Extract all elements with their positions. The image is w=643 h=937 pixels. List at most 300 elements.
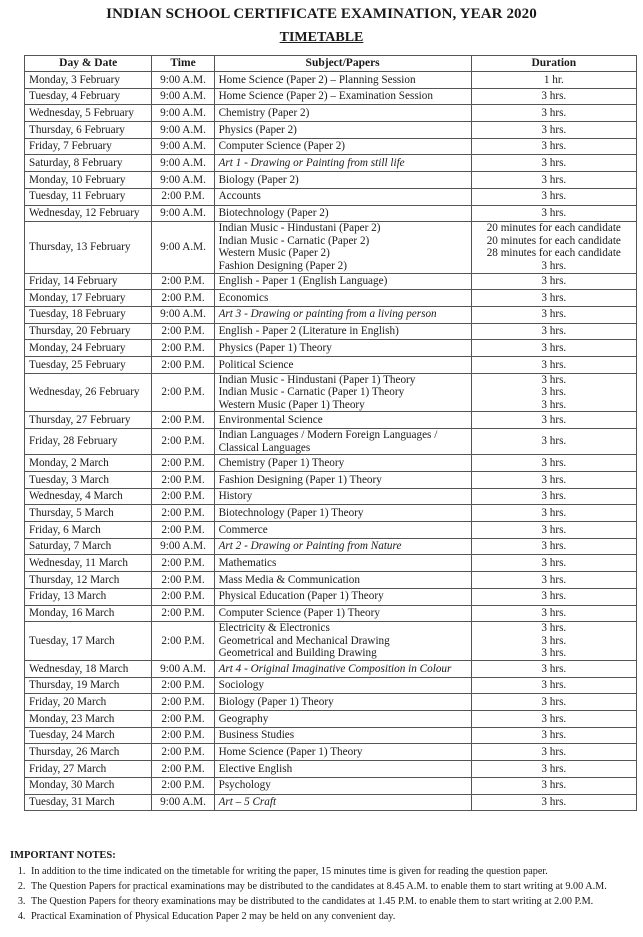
header-duration: Duration xyxy=(471,56,636,72)
duration-line: 3 hrs. xyxy=(541,506,567,519)
table-row xyxy=(25,155,637,172)
duration-line: 3 hrs. xyxy=(541,173,567,186)
cell-day-date: Friday, 20 March xyxy=(25,694,152,711)
cell-day-date: Thursday, 19 March xyxy=(25,677,152,694)
cell-subject xyxy=(214,522,471,539)
document-subtitle xyxy=(0,30,643,46)
duration-line: 20 minutes for each candidate xyxy=(486,222,621,235)
header-subject-papers: Subject/Papers xyxy=(214,56,471,72)
cell-day-date: Tuesday, 31 March xyxy=(25,794,152,811)
cell-time: 9:00 A.M. xyxy=(152,172,214,189)
cell-day-date: Thursday, 12 March xyxy=(25,572,152,589)
subject-line: Elective English xyxy=(218,762,293,775)
cell-day-date: Wednesday, 11 March xyxy=(25,555,152,572)
duration-line: 3 hrs. xyxy=(541,386,567,399)
cell-subject xyxy=(214,205,471,222)
cell-time: 9:00 A.M. xyxy=(152,72,214,89)
duration-line: 3 hrs. xyxy=(541,523,567,536)
cell-day-date: Wednesday, 5 February xyxy=(25,105,152,122)
table-row xyxy=(25,522,637,539)
notes-heading: IMPORTANT NOTES: xyxy=(10,850,116,861)
timetable-table xyxy=(24,55,637,811)
table-row xyxy=(25,538,637,555)
cell-time: 9:00 A.M. xyxy=(152,794,214,811)
cell-day-date: Wednesday, 26 February xyxy=(25,373,152,412)
cell-day-date: Friday, 13 March xyxy=(25,588,152,605)
table-row xyxy=(25,88,637,105)
subject-line: Art 4 - Original Imaginative Composition in Colour xyxy=(218,662,452,675)
cell-subject xyxy=(214,794,471,811)
table-row xyxy=(25,777,637,794)
cell-duration xyxy=(471,572,636,589)
cell-day-date: Tuesday, 11 February xyxy=(25,188,152,205)
duration-line: 3 hrs. xyxy=(541,325,567,338)
subject-line: Home Science (Paper 2) – Examination Session xyxy=(218,90,433,103)
subject-line: Computer Science (Paper 1) Theory xyxy=(218,607,380,620)
table-row xyxy=(25,105,637,122)
subject-line: Biotechnology (Paper 2) xyxy=(218,207,329,220)
table-row xyxy=(25,794,637,811)
cell-day-date: Saturday, 8 February xyxy=(25,155,152,172)
document-title: INDIAN SCHOOL CERTIFICATE EXAMINATION, YEAR 2020 xyxy=(106,6,537,22)
cell-duration xyxy=(471,205,636,222)
header-day-date: Day & Date xyxy=(25,56,152,72)
cell-subject xyxy=(214,622,471,661)
cell-subject xyxy=(214,677,471,694)
cell-time: 9:00 A.M. xyxy=(152,222,214,273)
table-row xyxy=(25,273,637,290)
duration-line: 3 hrs. xyxy=(541,607,567,620)
cell-subject xyxy=(214,72,471,89)
cell-day-date: Wednesday, 4 March xyxy=(25,488,152,505)
subject-line: Classical Languages xyxy=(218,441,311,454)
cell-time: 2:00 P.M. xyxy=(152,340,214,357)
cell-day-date: Thursday, 26 March xyxy=(25,744,152,761)
cell-subject xyxy=(214,88,471,105)
cell-duration xyxy=(471,155,636,172)
cell-time: 9:00 A.M. xyxy=(152,306,214,323)
subject-line: Sociology xyxy=(218,679,264,692)
cell-day-date: Monday, 16 March xyxy=(25,605,152,622)
table-row xyxy=(25,306,637,323)
cell-day-date: Thursday, 27 February xyxy=(25,412,152,429)
duration-line: 3 hrs. xyxy=(541,190,567,203)
cell-time: 2:00 P.M. xyxy=(152,412,214,429)
table-row xyxy=(25,138,637,155)
table-row xyxy=(25,412,637,429)
cell-duration xyxy=(471,340,636,357)
cell-subject xyxy=(214,727,471,744)
table-row xyxy=(25,694,637,711)
cell-time: 9:00 A.M. xyxy=(152,661,214,678)
cell-duration xyxy=(471,105,636,122)
cell-day-date: Monday, 10 February xyxy=(25,172,152,189)
duration-line: 3 hrs. xyxy=(541,796,567,809)
cell-duration xyxy=(471,588,636,605)
duration-line: 3 hrs. xyxy=(541,123,567,136)
table-row xyxy=(25,340,637,357)
cell-subject xyxy=(214,711,471,728)
cell-duration xyxy=(471,455,636,472)
table-row xyxy=(25,188,637,205)
subject-line: Art 1 - Drawing or Painting from still life xyxy=(218,156,405,169)
subject-line: Mathematics xyxy=(218,557,277,570)
table-row xyxy=(25,488,637,505)
cell-day-date: Thursday, 6 February xyxy=(25,122,152,139)
duration-line: 3 hrs. xyxy=(541,679,567,692)
subject-line: Indian Music - Hindustani (Paper 1) Theory xyxy=(218,373,416,386)
cell-time: 2:00 P.M. xyxy=(152,555,214,572)
duration-line: 1 hr. xyxy=(543,73,564,86)
cell-day-date: Monday, 2 March xyxy=(25,455,152,472)
cell-day-date: Tuesday, 3 March xyxy=(25,472,152,489)
subject-line: Geometrical and Mechanical Drawing xyxy=(218,634,390,647)
duration-line: 3 hrs. xyxy=(541,557,567,570)
table-row xyxy=(25,572,637,589)
subject-line: Art 3 - Drawing or painting from a living person xyxy=(218,308,437,321)
table-row xyxy=(25,429,637,455)
timetable-heading: TIMETABLE xyxy=(279,30,364,45)
cell-subject xyxy=(214,605,471,622)
cell-time: 9:00 A.M. xyxy=(152,138,214,155)
cell-time: 9:00 A.M. xyxy=(152,105,214,122)
cell-time: 2:00 P.M. xyxy=(152,290,214,307)
cell-duration xyxy=(471,373,636,412)
subject-line: Indian Music - Carnatic (Paper 2) xyxy=(218,234,370,247)
cell-duration xyxy=(471,505,636,522)
duration-line: 3 hrs. xyxy=(541,662,567,675)
cell-subject xyxy=(214,155,471,172)
cell-time: 9:00 A.M. xyxy=(152,122,214,139)
subject-line: Geography xyxy=(218,712,269,725)
subject-line: Physics (Paper 2) xyxy=(218,123,297,136)
subject-line: Home Science (Paper 1) Theory xyxy=(218,745,363,758)
subject-line: Chemistry (Paper 1) Theory xyxy=(218,456,345,469)
cell-subject xyxy=(214,340,471,357)
cell-day-date: Friday, 7 February xyxy=(25,138,152,155)
cell-subject xyxy=(214,323,471,340)
duration-line: 3 hrs. xyxy=(541,473,567,486)
table-row xyxy=(25,323,637,340)
cell-day-date: Friday, 27 March xyxy=(25,761,152,778)
duration-line: 3 hrs. xyxy=(541,414,567,427)
duration-line: 3 hrs. xyxy=(541,207,567,220)
duration-line: 3 hrs. xyxy=(541,540,567,553)
table-row xyxy=(25,588,637,605)
cell-subject xyxy=(214,777,471,794)
cell-subject xyxy=(214,538,471,555)
duration-line: 3 hrs. xyxy=(541,590,567,603)
cell-time: 2:00 P.M. xyxy=(152,588,214,605)
duration-line: 3 hrs. xyxy=(541,729,567,742)
table-row xyxy=(25,555,637,572)
table-row xyxy=(25,172,637,189)
duration-line: 3 hrs. xyxy=(541,358,567,371)
subject-line: Commerce xyxy=(218,523,268,536)
subject-line: Environmental Science xyxy=(218,414,323,427)
cell-duration xyxy=(471,538,636,555)
cell-day-date: Wednesday, 18 March xyxy=(25,661,152,678)
duration-line: 3 hrs. xyxy=(541,373,567,386)
cell-duration xyxy=(471,661,636,678)
subject-line: Mass Media & Communication xyxy=(218,573,360,586)
cell-duration xyxy=(471,429,636,455)
cell-subject xyxy=(214,744,471,761)
cell-duration xyxy=(471,794,636,811)
cell-subject xyxy=(214,472,471,489)
duration-line: 3 hrs. xyxy=(541,634,567,647)
cell-subject xyxy=(214,588,471,605)
duration-line: 3 hrs. xyxy=(541,490,567,503)
duration-line: 3 hrs. xyxy=(541,456,567,469)
table-row xyxy=(25,505,637,522)
duration-line: 3 hrs. xyxy=(541,156,567,169)
subject-line: Physics (Paper 1) Theory xyxy=(218,341,332,354)
timetable-body xyxy=(25,72,637,811)
cell-time: 9:00 A.M. xyxy=(152,155,214,172)
cell-duration xyxy=(471,306,636,323)
table-row xyxy=(25,727,637,744)
cell-subject xyxy=(214,172,471,189)
duration-line: 3 hrs. xyxy=(541,275,567,288)
cell-duration xyxy=(471,412,636,429)
subject-line: Biotechnology (Paper 1) Theory xyxy=(218,506,364,519)
cell-day-date: Tuesday, 17 March xyxy=(25,622,152,661)
duration-line: 3 hrs. xyxy=(541,90,567,103)
cell-subject xyxy=(214,306,471,323)
cell-day-date: Friday, 6 March xyxy=(25,522,152,539)
cell-time: 2:00 P.M. xyxy=(152,605,214,622)
duration-line: 3 hrs. xyxy=(541,745,567,758)
cell-day-date: Friday, 14 February xyxy=(25,273,152,290)
cell-duration xyxy=(471,622,636,661)
cell-duration xyxy=(471,138,636,155)
table-row xyxy=(25,122,637,139)
cell-duration xyxy=(471,777,636,794)
cell-time: 9:00 A.M. xyxy=(152,538,214,555)
table-row xyxy=(25,711,637,728)
cell-duration xyxy=(471,357,636,374)
cell-subject xyxy=(214,273,471,290)
subject-line: Computer Science (Paper 2) xyxy=(218,140,346,153)
cell-duration xyxy=(471,761,636,778)
subject-line: Indian Music - Carnatic (Paper 1) Theory xyxy=(218,386,405,399)
cell-duration xyxy=(471,555,636,572)
cell-day-date: Monday, 3 February xyxy=(25,72,152,89)
cell-day-date: Thursday, 5 March xyxy=(25,505,152,522)
duration-line: 3 hrs. xyxy=(541,291,567,304)
duration-line: 3 hrs. xyxy=(541,573,567,586)
cell-day-date: Monday, 30 March xyxy=(25,777,152,794)
subject-line: Chemistry (Paper 2) xyxy=(218,106,310,119)
cell-time: 2:00 P.M. xyxy=(152,777,214,794)
subject-line: Accounts xyxy=(218,190,261,203)
duration-line: 3 hrs. xyxy=(541,647,567,660)
cell-day-date: Monday, 17 February xyxy=(25,290,152,307)
cell-time: 2:00 P.M. xyxy=(152,188,214,205)
cell-day-date: Saturday, 7 March xyxy=(25,538,152,555)
cell-subject xyxy=(214,222,471,273)
cell-time: 2:00 P.M. xyxy=(152,677,214,694)
cell-duration xyxy=(471,222,636,273)
duration-line: 3 hrs. xyxy=(541,308,567,321)
cell-subject xyxy=(214,373,471,412)
note-item: 3. The Question Papers for theory examinations may be distributed to the candidates at 1.45 P.M. to enable them to start writing at 2.00 P.M. xyxy=(28,894,635,909)
cell-subject xyxy=(214,429,471,455)
cell-subject xyxy=(214,455,471,472)
table-row xyxy=(25,222,637,273)
subject-line: Economics xyxy=(218,291,269,304)
subject-line: Biology (Paper 1) Theory xyxy=(218,695,334,708)
cell-day-date: Wednesday, 12 February xyxy=(25,205,152,222)
cell-duration xyxy=(471,522,636,539)
cell-duration xyxy=(471,488,636,505)
cell-time: 2:00 P.M. xyxy=(152,357,214,374)
cell-duration xyxy=(471,188,636,205)
table-row xyxy=(25,761,637,778)
note-item: 1. In addition to the time indicated on the timetable for writing the paper, 15 minutes time is given for reading the question paper. xyxy=(28,864,635,879)
header-time: Time xyxy=(152,56,214,72)
table-row xyxy=(25,661,637,678)
cell-duration xyxy=(471,290,636,307)
subject-line: Western Music (Paper 1) Theory xyxy=(218,398,365,411)
cell-time: 2:00 P.M. xyxy=(152,622,214,661)
table-row xyxy=(25,290,637,307)
duration-line: 3 hrs. xyxy=(541,140,567,153)
cell-time: 2:00 P.M. xyxy=(152,694,214,711)
subject-line: Art – 5 Craft xyxy=(218,796,277,809)
cell-subject xyxy=(214,488,471,505)
cell-time: 2:00 P.M. xyxy=(152,744,214,761)
cell-duration xyxy=(471,744,636,761)
cell-subject xyxy=(214,412,471,429)
cell-time: 2:00 P.M. xyxy=(152,711,214,728)
cell-duration xyxy=(471,677,636,694)
cell-time: 2:00 P.M. xyxy=(152,455,214,472)
cell-duration xyxy=(471,605,636,622)
cell-subject xyxy=(214,694,471,711)
duration-line: 3 hrs. xyxy=(541,695,567,708)
subject-line: Indian Languages / Modern Foreign Languages / xyxy=(218,429,438,442)
cell-day-date: Tuesday, 25 February xyxy=(25,357,152,374)
duration-line: 3 hrs. xyxy=(541,622,567,635)
cell-duration xyxy=(471,323,636,340)
duration-line: 3 hrs. xyxy=(541,779,567,792)
cell-subject xyxy=(214,138,471,155)
cell-time: 2:00 P.M. xyxy=(152,572,214,589)
duration-line: 3 hrs. xyxy=(541,762,567,775)
cell-subject xyxy=(214,122,471,139)
subject-line: Geometrical and Building Drawing xyxy=(218,647,377,660)
cell-subject xyxy=(214,661,471,678)
table-row xyxy=(25,744,637,761)
table-row xyxy=(25,205,637,222)
table-row xyxy=(25,677,637,694)
table-row xyxy=(25,373,637,412)
cell-day-date: Thursday, 13 February xyxy=(25,222,152,273)
subject-line: Physical Education (Paper 1) Theory xyxy=(218,590,384,603)
table-row xyxy=(25,605,637,622)
subject-line: English - Paper 2 (Literature in English) xyxy=(218,325,399,338)
duration-line: 3 hrs. xyxy=(541,435,567,448)
table-row xyxy=(25,455,637,472)
cell-subject xyxy=(214,357,471,374)
cell-duration xyxy=(471,88,636,105)
cell-time: 9:00 A.M. xyxy=(152,88,214,105)
subject-line: Home Science (Paper 2) – Planning Session xyxy=(218,73,416,86)
cell-duration xyxy=(471,694,636,711)
table-row xyxy=(25,357,637,374)
subject-line: Indian Music - Hindustani (Paper 2) xyxy=(218,222,381,235)
cell-time: 2:00 P.M. xyxy=(152,727,214,744)
duration-line: 3 hrs. xyxy=(541,712,567,725)
table-row xyxy=(25,472,637,489)
note-item: 2. The Question Papers for practical examinations may be distributed to the candidates at 8.45 A.M. to enable them to start writing at 9.00 A.M. xyxy=(28,879,635,894)
cell-duration xyxy=(471,273,636,290)
cell-subject xyxy=(214,188,471,205)
subject-line: Western Music (Paper 2) xyxy=(218,247,330,260)
cell-day-date: Tuesday, 4 February xyxy=(25,88,152,105)
duration-line: 3 hrs. xyxy=(541,106,567,119)
cell-time: 2:00 P.M. xyxy=(152,522,214,539)
subject-line: Biology (Paper 2) xyxy=(218,173,299,186)
cell-time: 2:00 P.M. xyxy=(152,429,214,455)
duration-line: 28 minutes for each candidate xyxy=(486,247,621,260)
cell-duration xyxy=(471,72,636,89)
cell-subject xyxy=(214,555,471,572)
cell-subject xyxy=(214,105,471,122)
cell-duration xyxy=(471,727,636,744)
table-row xyxy=(25,622,637,661)
cell-day-date: Thursday, 20 February xyxy=(25,323,152,340)
notes-list xyxy=(10,864,635,924)
duration-line: 3 hrs. xyxy=(541,259,567,272)
cell-duration xyxy=(471,122,636,139)
cell-time: 2:00 P.M. xyxy=(152,472,214,489)
table-header-row xyxy=(25,56,637,72)
table-row xyxy=(25,72,637,89)
cell-time: 2:00 P.M. xyxy=(152,323,214,340)
cell-day-date: Monday, 23 March xyxy=(25,711,152,728)
duration-line: 3 hrs. xyxy=(541,398,567,411)
subject-line: Political Science xyxy=(218,358,294,371)
subject-line: Business Studies xyxy=(218,729,295,742)
cell-time: 9:00 A.M. xyxy=(152,205,214,222)
subject-line: English - Paper 1 (English Language) xyxy=(218,275,388,288)
duration-line: 3 hrs. xyxy=(541,341,567,354)
cell-duration xyxy=(471,711,636,728)
cell-duration xyxy=(471,472,636,489)
subject-line: Art 2 - Drawing or Painting from Nature xyxy=(218,540,402,553)
cell-time: 2:00 P.M. xyxy=(152,373,214,412)
note-item: 4. Practical Examination of Physical Education Paper 2 may be held on any convenient day. xyxy=(28,909,635,924)
duration-line: 20 minutes for each candidate xyxy=(486,234,621,247)
cell-day-date: Tuesday, 24 March xyxy=(25,727,152,744)
cell-time: 2:00 P.M. xyxy=(152,761,214,778)
cell-day-date: Monday, 24 February xyxy=(25,340,152,357)
cell-subject xyxy=(214,761,471,778)
cell-duration xyxy=(471,172,636,189)
cell-time: 2:00 P.M. xyxy=(152,273,214,290)
cell-day-date: Friday, 28 February xyxy=(25,429,152,455)
cell-subject xyxy=(214,572,471,589)
cell-subject xyxy=(214,290,471,307)
cell-day-date: Tuesday, 18 February xyxy=(25,306,152,323)
important-notes xyxy=(10,850,635,924)
cell-subject xyxy=(214,505,471,522)
subject-line: Fashion Designing (Paper 2) xyxy=(218,259,347,272)
cell-time: 2:00 P.M. xyxy=(152,505,214,522)
